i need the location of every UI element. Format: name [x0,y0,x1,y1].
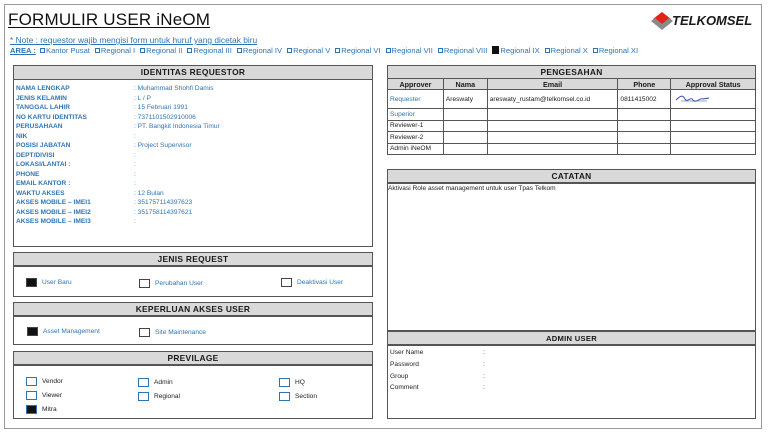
area-checkbox[interactable] [545,48,550,53]
catatan-title: CATATAN [387,169,756,184]
pengesahan-table [387,78,756,155]
field-label: PERUSAHAAN [16,123,63,130]
area-selector [10,46,643,55]
field-label: AKSES MOBILE – IMEI1 [16,199,91,206]
cell-email[interactable] [487,109,618,120]
checkbox-vendor[interactable] [26,377,37,386]
field-value[interactable]: : 7371101502910006 [134,113,196,121]
cell-approval-status[interactable] [671,109,756,120]
telkomsel-logo-icon [650,9,674,31]
checkbox-admin[interactable] [138,378,149,387]
admin-field-label: Comment [390,384,419,392]
field-value[interactable]: : L / P [134,94,151,102]
area-option-label: Regional X [550,46,588,55]
cell-email[interactable] [487,120,618,131]
checkbox-label-viewer: Viewer [42,392,63,399]
cell-nama[interactable] [443,109,487,120]
checkbox-asset-management[interactable] [27,327,38,336]
field-label: PHONE [16,170,40,178]
cell-phone[interactable]: 0811415002 [618,90,671,109]
area-checkbox[interactable] [438,48,443,53]
cell-approval-status[interactable] [671,143,756,154]
field-value[interactable]: : Muhammad Shohfi Damis [134,85,214,92]
area-option-regional-viii[interactable] [438,46,487,55]
checkbox-site-maintenance[interactable] [139,328,150,337]
area-option-regional-xi[interactable] [593,46,638,55]
identitas-row [16,103,220,113]
checkbox-label-site-maintenance: Site Maintenance [155,329,206,336]
field-label: AKSES MOBILE – IMEI2 [16,208,91,216]
cell-nama[interactable]: Areswaty [443,90,487,109]
cell-phone[interactable] [618,132,671,143]
area-option-label: Regional XI [598,46,639,55]
field-label: WAKTU AKSES [16,189,65,197]
area-option-regional-iii[interactable] [187,46,231,55]
cell-role: Admin iNeOM [388,143,444,154]
table-row [388,120,756,131]
table-row [388,109,756,120]
area-option-label: Regional V [293,46,331,55]
area-checkbox[interactable] [593,48,598,53]
field-label: DEPT/DIVISI [16,151,55,159]
previlage-panel [13,364,373,419]
identitas-row [16,94,220,104]
checkbox-viewer[interactable] [26,391,37,400]
area-option-label: Regional I [100,46,136,55]
field-value[interactable]: : 15 Februari 1991 [134,104,188,111]
admin-field-label: Group [390,372,409,380]
field-label: LOKASI/LANTAI : [16,161,71,168]
cell-role: Requester [388,90,444,109]
table-row [388,143,756,154]
identitas-row [16,122,220,132]
identitas-title: IDENTITAS REQUESTOR [13,65,373,80]
cell-phone[interactable] [618,120,671,131]
field-label: AKSES MOBILE – IMEI3 [16,218,91,225]
checkbox-perubahan-user[interactable] [139,279,150,288]
identitas-row [16,84,220,94]
area-option-label: Regional III [193,46,232,55]
checkbox-label-admin: Admin [154,379,173,386]
cell-nama[interactable] [443,132,487,143]
admin-row [390,359,485,371]
signature-icon [673,93,713,103]
checkbox-deaktivasi-user[interactable] [281,278,292,287]
area-option-regional-x[interactable] [545,46,588,55]
cell-nama[interactable] [443,120,487,131]
logo-text: TELKOMSEL [672,13,753,28]
area-option-label: Regional VIII [443,46,488,55]
cell-email[interactable]: areswaty_rustam@telkomsel.co.id [487,90,618,109]
admin-user-title: ADMIN USER [387,331,756,346]
column-header-approver: Approver [388,79,444,90]
field-value[interactable]: : 12 Bulan [134,189,164,197]
pengesahan-title: PENGESAHAN [387,65,756,80]
checkbox-user-baru[interactable] [26,278,37,287]
area-option-label: Regional VII [391,46,433,55]
catatan-panel [387,182,756,331]
area-label: AREA : [10,46,36,55]
checkbox-label-regional: Regional [154,393,181,400]
identitas-row [16,141,220,151]
admin-field-value[interactable]: : [483,360,485,368]
form-title: FORMULIR USER iNeOM [8,10,211,29]
area-checkbox[interactable] [287,48,292,53]
admin-user-fields [390,347,485,394]
table-row [388,132,756,143]
admin-field-label: User Name [390,349,424,356]
area-option-label: Kantor Pusat [46,46,90,55]
field-label: NIK [16,132,28,140]
identitas-row [16,179,220,189]
checkbox-label-deaktivasi-user: Deaktivasi User [297,279,344,286]
column-header-approval-status: Approval Status [671,79,756,90]
area-checkbox[interactable] [492,46,499,54]
checkbox-label-vendor: Vendor [42,378,63,385]
cell-role: Reviewer-1 [388,120,444,131]
area-option-regional-vi[interactable] [335,46,380,55]
form-note: * Note : requestor wajib mengisi form untuk huruf yang dicetak biru [10,35,258,45]
field-label: EMAIL KANTOR : [16,180,71,187]
area-option-regional-ii[interactable] [140,46,182,55]
field-value[interactable]: : PT. Bangkit Indonesia Timur [134,123,220,130]
admin-row [390,347,485,359]
area-option-regional-ix[interactable] [492,46,539,55]
checkbox-label-hq: HQ [295,379,305,386]
field-value[interactable]: : 351758114397621 [134,208,193,216]
cell-approval-status[interactable] [671,132,756,143]
identitas-row [16,151,220,161]
cell-email[interactable] [487,143,618,154]
column-header-nama: Nama [443,79,487,90]
cell-nama[interactable] [443,143,487,154]
identitas-row [16,132,220,142]
area-option-regional-iv[interactable] [237,46,282,55]
area-checkbox[interactable] [95,48,100,53]
identitas-row [16,160,220,170]
field-value[interactable]: : [134,170,136,178]
identitas-row [16,189,220,199]
area-checkbox[interactable] [40,48,45,53]
table-row [388,90,756,109]
admin-row [390,382,485,394]
field-label: NAMA LENGKAP [16,85,70,92]
area-option-kantor-pusat[interactable] [40,46,90,55]
cell-phone[interactable] [618,143,671,154]
identitas-row [16,217,220,227]
checkbox-regional[interactable] [138,392,149,401]
area-checkbox[interactable] [386,48,391,53]
cell-phone[interactable] [618,109,671,120]
checkbox-label-mitra: Mitra [42,406,57,413]
admin-row [390,371,485,383]
identitas-fields [16,84,220,227]
cell-role: Reviewer-2 [388,132,444,143]
field-value[interactable]: : [134,180,136,187]
field-value[interactable]: : [134,161,136,168]
area-option-regional-i[interactable] [95,46,135,55]
catatan-text: Aktivasi Role asset management untuk user Tpas Telkom [388,185,556,192]
checkbox-mitra[interactable] [26,405,37,414]
field-value[interactable]: : Project Supervisor [134,142,192,149]
field-value[interactable]: : [134,151,136,159]
area-checkbox[interactable] [140,48,145,53]
previlage-title: PREVILAGE [13,351,373,366]
identitas-row [16,170,220,180]
cell-email[interactable] [487,132,618,143]
identitas-row [16,208,220,218]
field-label: POSISI JABATAN [16,142,71,149]
admin-field-value[interactable]: : [483,372,485,380]
checkbox-label-asset-management: Asset Management [43,328,100,335]
checkbox-label-user-baru: User Baru [42,279,72,286]
area-option-regional-v[interactable] [287,46,330,55]
area-option-label: Regional II [146,46,183,55]
field-label: JENIS KELAMIN [16,94,67,102]
field-label: NO KARTU IDENTITAS [16,113,87,121]
cell-approval-status[interactable] [671,120,756,131]
checkbox-label-perubahan-user: Perubahan User [155,280,204,287]
area-option-label: Regional VI [341,46,381,55]
area-option-label: Regional IV [242,46,283,55]
cell-approval-status[interactable] [671,90,756,109]
jenis-request-title: JENIS REQUEST [13,252,373,267]
field-value[interactable]: : [134,218,136,225]
keperluan-title: KEPERLUAN AKSES USER [13,302,373,317]
column-header-email: Email [487,79,618,90]
area-checkbox[interactable] [237,48,242,53]
field-label: TANGGAL LAHIR [16,104,70,111]
field-value[interactable]: : 351757114397623 [134,199,193,206]
admin-field-value[interactable]: : [483,349,485,356]
admin-field-label: Password [390,360,419,368]
checkbox-hq[interactable] [279,378,290,387]
field-value[interactable]: : [134,132,136,140]
cell-role: Superior [388,109,444,120]
area-option-regional-vii[interactable] [386,46,433,55]
checkbox-label-section: Section [295,393,317,400]
column-header-phone: Phone [618,79,671,90]
identitas-row [16,113,220,123]
area-option-label: Regional IX [500,46,540,55]
identitas-row [16,198,220,208]
area-checkbox[interactable] [187,48,192,53]
admin-field-value[interactable]: : [483,384,485,392]
checkbox-section[interactable] [279,392,290,401]
telkomsel-logo [650,9,760,31]
pengesahan-header-row [388,79,756,90]
area-checkbox[interactable] [335,48,340,53]
